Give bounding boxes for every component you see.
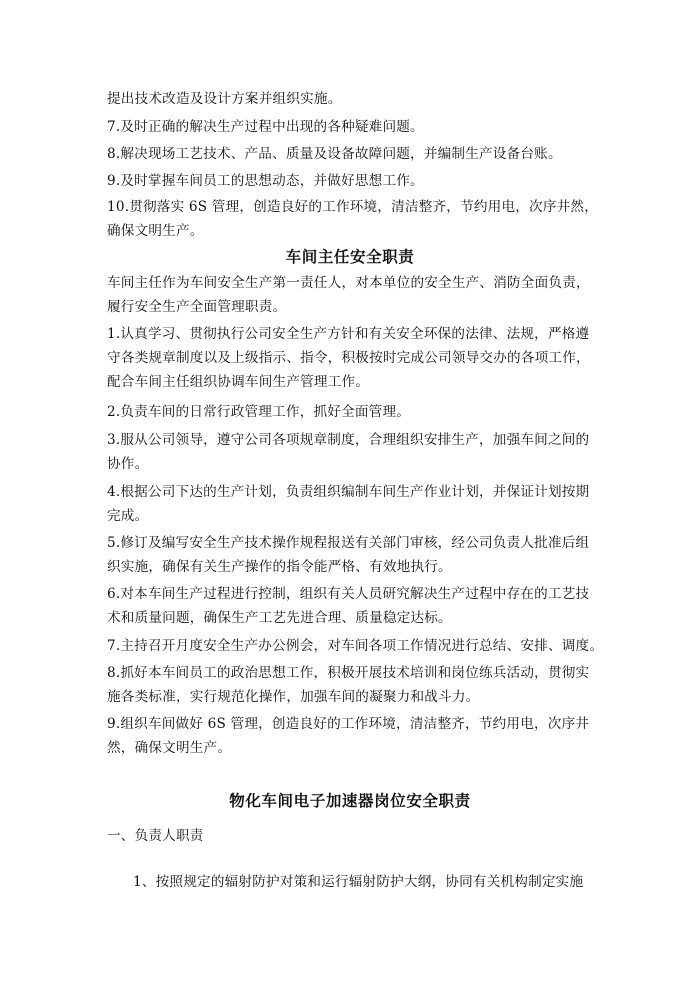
- paragraph-line: 织实施，确保有关生产操作的指令能严格、有效地执行。: [107, 559, 452, 575]
- paragraph-line: 5.修订及编写安全生产技术操作规程报送有关部门审核，经公司负责人批准后组: [107, 535, 590, 551]
- paragraph-line: 9.组织车间做好 6S 管理，创造良好的工作环境，清洁整齐，节约用电，次序井: [107, 716, 590, 732]
- paragraph-line: 完成。: [107, 508, 149, 524]
- paragraph-line: 确保文明生产。: [107, 223, 204, 239]
- paragraph-line: 然，确保文明生产。: [107, 740, 232, 756]
- section-title-workshop-director: 车间主任安全职责: [285, 248, 415, 266]
- paragraph-line: 车间主任作为车间安全生产第一责任人，对本单位的安全生产、消防全面负责，: [107, 275, 590, 291]
- paragraph-line: 8.抓好本车间员工的政治思想工作，积极开展技术培训和岗位练兵活动，贯彻实: [107, 665, 590, 681]
- paragraph-line: 协作。: [107, 456, 149, 472]
- paragraph-line: 8.解决现场工艺技术、产品、质量及设备故障问题，并编制生产设备台账。: [107, 146, 562, 162]
- list-item: 1、按照规定的辐射防护对策和运行辐射防护大纲，协同有关机构制定实施: [133, 874, 584, 890]
- paragraph-line: 2.负责车间的日常行政管理工作，抓好全面管理。: [107, 404, 411, 420]
- paragraph-line: 6.对本车间生产过程进行控制，组织有关人员研究解决生产过程中存在的工艺技: [107, 586, 590, 602]
- paragraph-line: 9.及时掌握车间员工的思想动态，并做好思想工作。: [107, 173, 424, 189]
- paragraph-line: 4.根据公司下达的生产计划，负责组织编制车间生产作业计划，并保证计划按期: [107, 484, 590, 500]
- paragraph-line: 10.贯彻落实 6S 管理，创造良好的工作环境，清洁整齐，节约用电，次序井然，: [107, 199, 599, 215]
- paragraph-line: 术和质量问题，确保生产工艺先进合理、质量稳定达标。: [107, 610, 452, 626]
- paragraph-line: 配合车间主任组织协调车间生产管理工作。: [107, 374, 370, 390]
- paragraph-line: 7.及时正确的解决生产过程中出现的各种疑难问题。: [107, 119, 424, 135]
- paragraph-line: 3.服从公司领导，遵守公司各项规章制度，合理组织安排生产，加强车间之间的: [107, 432, 590, 448]
- paragraph-line: 施各类标准，实行规范化操作，加强车间的凝聚力和战斗力。: [107, 689, 480, 705]
- paragraph-line: 履行安全生产全面管理职责。: [107, 299, 287, 315]
- section-title-electron-accelerator: 物化车间电子加速器岗位安全职责: [229, 792, 471, 810]
- paragraph-line: 7.主持召开月度安全生产办公例会，对车间各项工作情况进行总结、安排、调度。: [107, 638, 604, 654]
- paragraph-line: 提出技术改造及设计方案并组织实施。: [107, 91, 342, 107]
- paragraph-line: 1.认真学习、贯彻执行公司安全生产方针和有关安全环保的法律、法规，严格遵: [107, 326, 590, 342]
- subheading-responsible-person: 一、负责人职责: [107, 828, 204, 844]
- paragraph-line: 守各类规章制度以及上级指示、指令，积极按时完成公司领导交办的各项工作，: [107, 350, 590, 366]
